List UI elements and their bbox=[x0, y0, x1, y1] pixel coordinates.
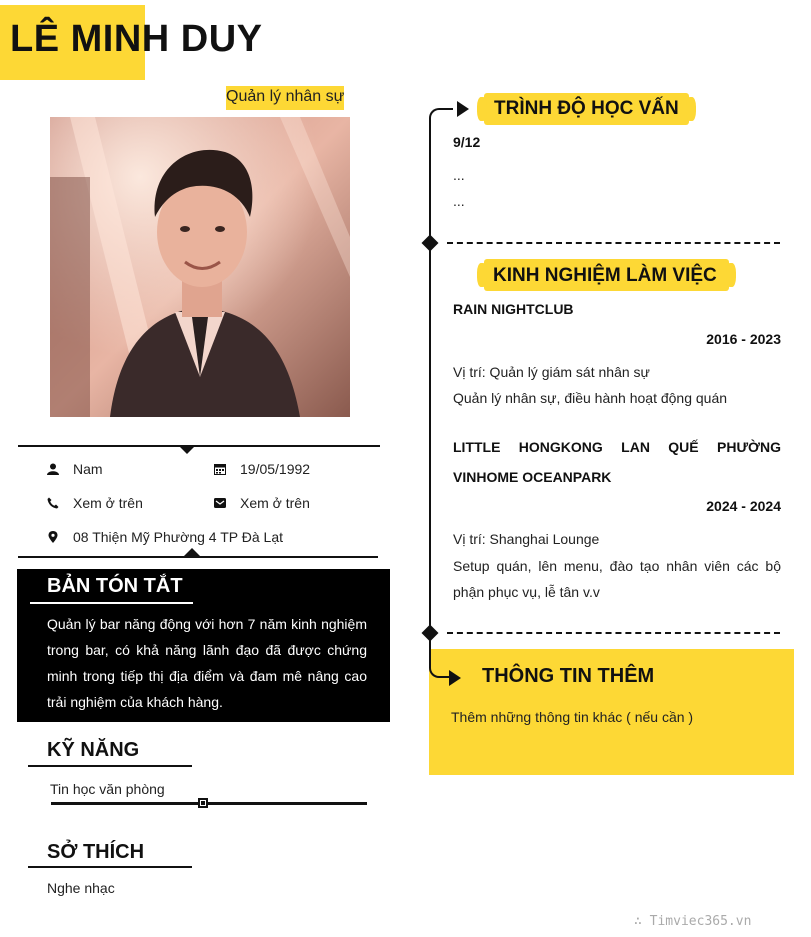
extra-text: Thêm những thông tin khác ( nếu cần ) bbox=[451, 709, 694, 725]
summary-section bbox=[17, 569, 390, 722]
candidate-name: LÊ MINH DUY bbox=[10, 18, 263, 60]
gender-value: Nam bbox=[73, 461, 103, 477]
calendar-icon bbox=[214, 463, 226, 475]
envelope-icon bbox=[214, 497, 226, 509]
extra-title: THÔNG TIN THÊM bbox=[482, 665, 655, 687]
location-pin-icon bbox=[47, 531, 59, 543]
portrait-image bbox=[50, 117, 350, 417]
watermark: ∴ Timviec365.vn bbox=[634, 914, 752, 929]
email-value: Xem ở trên bbox=[240, 495, 310, 511]
timeline-diamond-2 bbox=[422, 625, 439, 642]
summary-title: BẢN TÓN TẮT bbox=[47, 575, 183, 597]
gender-row bbox=[47, 461, 103, 477]
phone-row bbox=[47, 495, 143, 511]
job-1-position: Vị trí: Quản lý giám sát nhân sự bbox=[453, 364, 650, 380]
info-top-divider bbox=[18, 445, 380, 447]
profile-photo bbox=[50, 117, 350, 417]
summary-text: Quản lý bar năng động với hơn 7 năm kinh nghiệm trong bar, có khả năng lãnh đạo đã được chứng minh trong tiếp thị địa điểm và đam mê nâng cao trải nghiệm của khách hàng. bbox=[47, 616, 367, 710]
job-2-company: LITTLE HONGKONG LAN QUẾ PHƯỜNG VINHOME OCEANPARK bbox=[453, 439, 781, 485]
job-2-description: Setup quán, lên menu, đào tạo nhân viên các bộ phận phục vụ, lễ tân v.v bbox=[453, 558, 781, 600]
hobbies-title: SỞ THÍCH bbox=[47, 841, 145, 863]
user-icon bbox=[47, 463, 59, 475]
education-date: 9/12 bbox=[453, 134, 481, 150]
section-divider-2 bbox=[447, 632, 780, 634]
timeline-arrow-education bbox=[457, 101, 469, 117]
birthday-row bbox=[214, 461, 310, 477]
email-row bbox=[214, 495, 310, 511]
summary-underline bbox=[30, 602, 193, 604]
watermark-text: Timviec365.vn bbox=[649, 914, 752, 929]
extra-info-section bbox=[429, 649, 794, 775]
education-line-2: ... bbox=[453, 193, 465, 209]
job-2-period: 2024 - 2024 bbox=[706, 498, 781, 514]
job-2-position: Vị trí: Shanghai Lounge bbox=[453, 531, 600, 547]
divider-pointer-up bbox=[184, 548, 200, 556]
timeline-hook-bottom bbox=[429, 648, 449, 678]
skills-underline bbox=[28, 765, 192, 767]
hobbies-underline bbox=[28, 866, 192, 868]
section-divider-1 bbox=[447, 242, 780, 244]
birthday-value: 19/05/1992 bbox=[240, 461, 311, 477]
job-1-description: Quản lý nhân sự, điều hành hoạt động quán bbox=[453, 390, 728, 406]
timeline-hook-top bbox=[429, 108, 453, 122]
address-value: 08 Thiện Mỹ Phường 4 TP Đà Lạt bbox=[73, 529, 284, 545]
experience-title: KINH NGHIỆM LÀM VIỆC bbox=[493, 265, 717, 286]
education-line-1: ... bbox=[453, 167, 465, 183]
divider-pointer-down bbox=[179, 446, 195, 454]
hobby-text: Nghe nhạc bbox=[47, 880, 115, 896]
job-title: Quản lý nhân sự bbox=[226, 86, 344, 110]
job-1-company: RAIN NIGHTCLUB bbox=[453, 301, 574, 317]
phone-value: Xem ở trên bbox=[73, 495, 143, 511]
skill-name: Tin học văn phòng bbox=[50, 781, 165, 797]
skill-level-marker bbox=[198, 798, 208, 808]
timeline-line bbox=[429, 118, 431, 652]
skill-bar-track bbox=[51, 802, 367, 805]
timeline-diamond-1 bbox=[422, 235, 439, 252]
timeline-arrow-extra bbox=[449, 670, 461, 686]
info-bottom-divider bbox=[18, 556, 378, 558]
skills-title: KỸ NĂNG bbox=[47, 739, 140, 761]
job-1-period: 2016 - 2023 bbox=[706, 331, 781, 347]
phone-icon bbox=[47, 497, 59, 509]
education-title: TRÌNH ĐỘ HỌC VẤN bbox=[494, 98, 679, 119]
address-row bbox=[47, 529, 283, 545]
